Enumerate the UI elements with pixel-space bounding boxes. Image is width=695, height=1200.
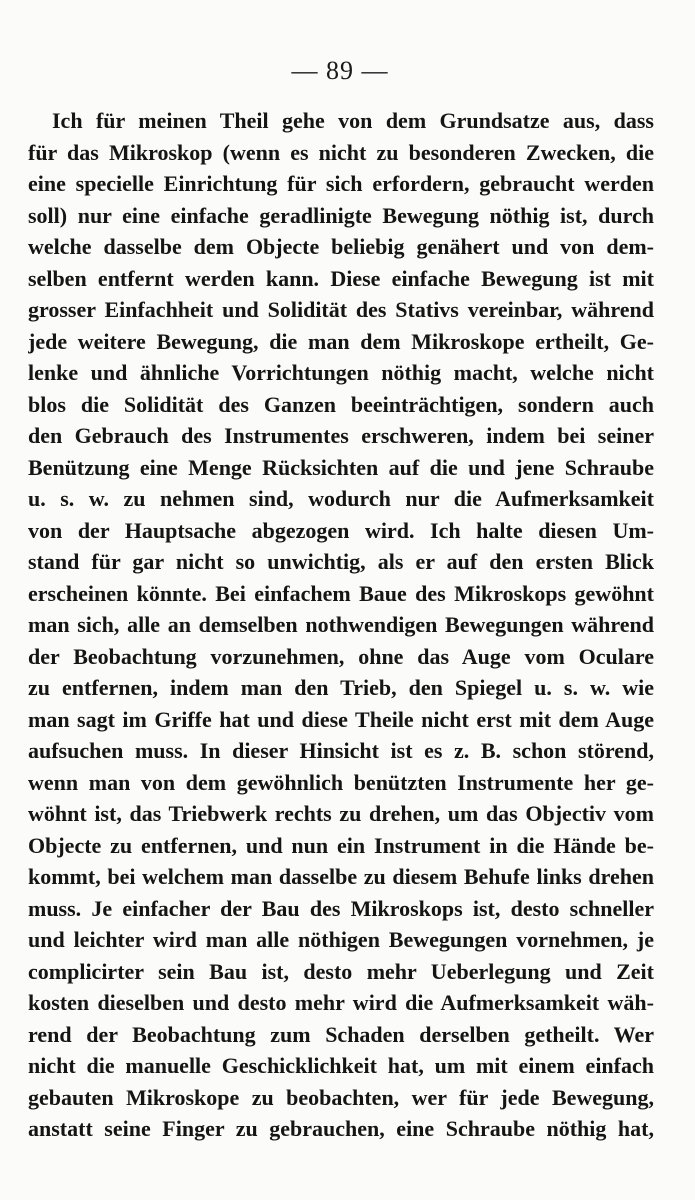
text-line: den Gebrauch des Instrumentes erschweren, indem bei seiner — [28, 423, 654, 448]
text-line: wenn man von dem gewöhnlich benützten Instrumente her ge- — [28, 769, 654, 795]
text-line: eine specielle Einrichtung für sich erfordern, gebraucht werden — [28, 171, 654, 196]
text-line: soll) nur eine einfache geradlinigte Bewegung nöthig ist, durch — [28, 202, 654, 228]
text-line: zu entfernen, indem man den Trieb, den Spiegel u. s. w. wie — [28, 675, 654, 700]
text-line: muss. Je einfacher der Bau des Mikroskops ist, desto schneller — [28, 895, 654, 921]
text-line: Ich für meinen Theil gehe von dem Grundsatze aus, dass — [52, 108, 654, 133]
text-line: jede weitere Bewegung, die man dem Mikroskope ertheilt, Ge- — [28, 328, 654, 354]
text-line: stand für gar nicht so unwichtig, als er auf den ersten Blick — [28, 549, 654, 574]
text-line: kommt, bei welchem man dasselbe zu diesem Behufe links drehen — [28, 864, 654, 889]
text-line: von der Hauptsache abgezogen wird. Ich halte diesen Um- — [28, 517, 654, 543]
text-line: erscheinen könnte. Bei einfachem Baue des Mikroskops gewöhnt — [28, 580, 654, 606]
text-line: anstatt seine Finger zu gebrauchen, eine Schraube nöthig hat, — [28, 1116, 654, 1141]
text-line: lenke und ähnliche Vorrichtungen nöthig macht, welche nicht — [28, 360, 654, 385]
text-line: selben entfernt werden kann. Diese einfache Bewegung ist mit — [28, 265, 654, 291]
text-line: man sich, alle an demselben nothwendigen Bewegungen während — [28, 612, 654, 637]
text-line: complicirter sein Bau ist, desto mehr Ueberlegung und Zeit — [28, 958, 654, 984]
text-line: grosser Einfachheit und Solidität des Stativs vereinbar, während — [28, 297, 654, 322]
text-line: man sagt im Griffe hat und diese Theile nicht erst mit dem Auge — [28, 706, 654, 732]
text-line: und leichter wird man alle nöthigen Bewegungen vornehmen, je — [28, 927, 654, 952]
page-number: — 89 — — [291, 56, 389, 85]
body-text — [28, 105, 654, 1145]
text-line: der Beobachtung vorzunehmen, ohne das Auge vom Oculare — [28, 643, 654, 669]
text-line: wöhnt ist, das Triebwerk rechts zu drehen, um das Objectiv vom — [28, 801, 654, 826]
text-line: u. s. w. zu nehmen sind, wodurch nur die Aufmerksamkeit — [28, 486, 654, 511]
text-line: Benützung eine Menge Rücksichten auf die und jene Schraube — [28, 454, 654, 480]
text-line: kosten dieselben und desto mehr wird die Aufmerksamkeit wäh- — [28, 990, 654, 1015]
text-line: aufsuchen muss. In dieser Hinsicht ist es z. B. schon störend, — [28, 738, 654, 763]
text-line: welche dasselbe dem Objecte beliebig genähert und von dem- — [28, 234, 654, 259]
text-line: gebauten Mikroskope zu beobachten, wer für jede Bewegung, — [28, 1084, 654, 1110]
text-line: nicht die manuelle Geschicklichkeit hat, um mit einem einfach — [28, 1053, 654, 1078]
text-line: Objecte zu entfernen, und nun ein Instrument in die Hände be- — [28, 832, 654, 858]
text-line: blos die Solidität des Ganzen beeinträchtigen, sondern auch — [28, 391, 654, 417]
text-line: für das Mikroskop (wenn es nicht zu besonderen Zwecken, die — [28, 139, 654, 165]
text-line: rend der Beobachtung zum Schaden derselben getheilt. Wer — [28, 1021, 654, 1047]
